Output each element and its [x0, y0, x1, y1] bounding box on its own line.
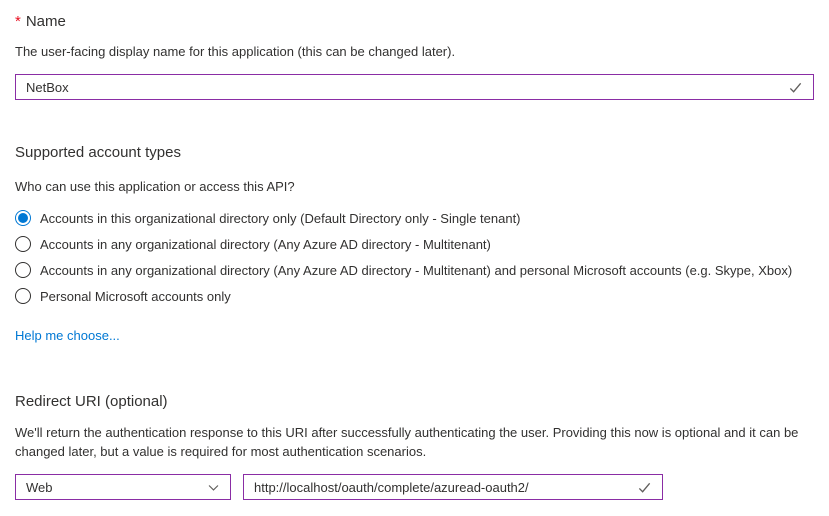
chevron-down-icon: [207, 481, 220, 494]
platform-dropdown-value: Web: [26, 479, 53, 495]
name-label-text: Name: [25, 13, 66, 30]
radio-option-label: Accounts in any organizational directory (Any Azure AD directory - Multitenant): [40, 236, 491, 252]
radio-button-icon[interactable]: [15, 210, 31, 226]
account-types-question: Who can use this application or access this API?: [15, 179, 295, 194]
redirect-uri-description: We'll return the authentication response to this URI after successfully authenticating the user. Providing this now is optional and it can be changed later, but a value is required for most authentication scenarios.: [15, 425, 799, 459]
checkmark-icon: [788, 80, 803, 95]
platform-dropdown[interactable]: [15, 474, 231, 500]
help-me-choose-link[interactable]: Help me choose...: [15, 328, 120, 343]
radio-button-icon[interactable]: [15, 262, 31, 278]
radio-option-personal-only[interactable]: [15, 283, 814, 309]
name-description: The user-facing display name for this application (this can be changed later).: [15, 44, 456, 59]
name-input-container: [15, 74, 814, 100]
radio-option-label: Accounts in this organizational directory only (Default Directory only - Single tenant): [40, 210, 521, 226]
name-input[interactable]: [26, 80, 780, 95]
radio-button-icon[interactable]: [15, 288, 31, 304]
account-types-radio-group: [15, 205, 814, 309]
name-label: [15, 12, 814, 32]
redirect-uri-title: Redirect URI (optional): [15, 393, 168, 410]
radio-option-multitenant-personal[interactable]: [15, 257, 814, 283]
radio-option-multitenant[interactable]: [15, 231, 814, 257]
radio-option-label: Personal Microsoft accounts only: [40, 288, 231, 304]
app-registration-form: [15, 12, 814, 500]
redirect-uri-controls: [15, 474, 814, 500]
account-types-title: Supported account types: [15, 144, 181, 161]
required-asterisk: *: [15, 13, 21, 30]
radio-button-icon[interactable]: [15, 236, 31, 252]
redirect-uri-input-container: [243, 474, 663, 500]
redirect-uri-input[interactable]: [254, 480, 629, 495]
radio-option-label: Accounts in any organizational directory (Any Azure AD directory - Multitenant) and personal Microsoft accounts (e.g. Skype, Xbox): [40, 262, 793, 278]
checkmark-icon: [637, 480, 652, 495]
radio-option-single-tenant[interactable]: [15, 205, 814, 231]
